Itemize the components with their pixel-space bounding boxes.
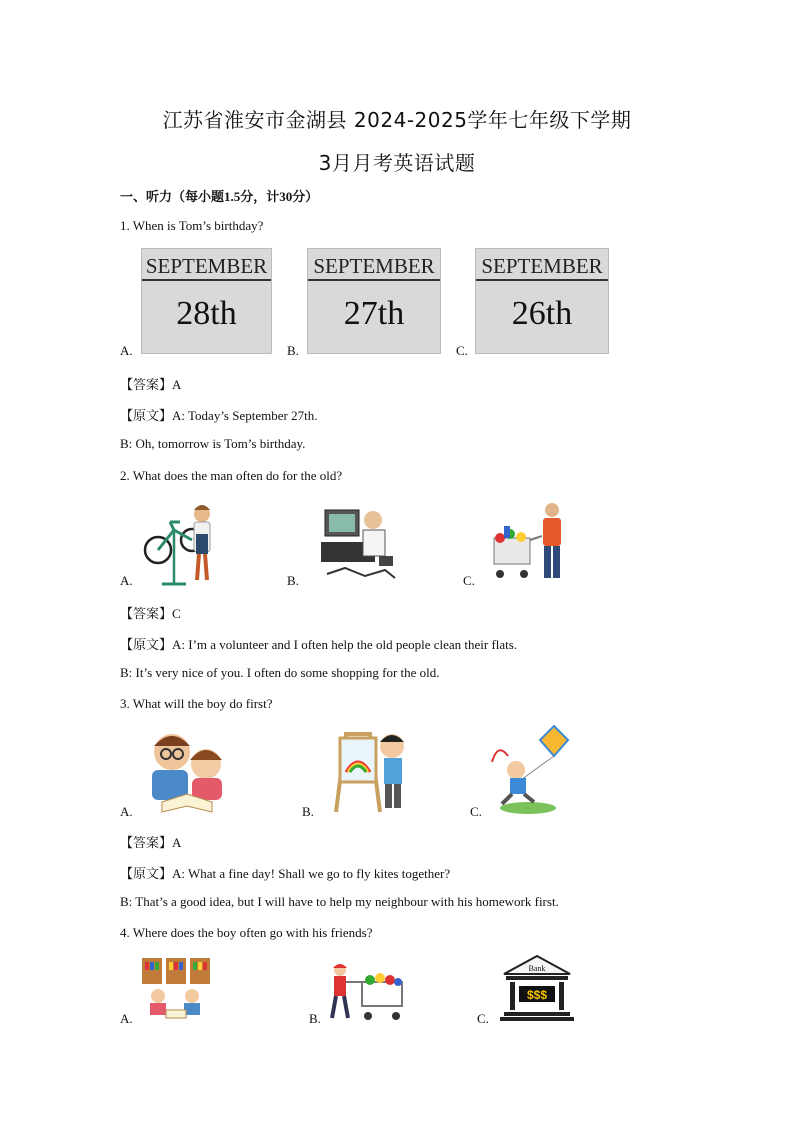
q2-transcript-a: 【原文】A: I’m a volunteer and I often help the old people clean their flats. xyxy=(120,637,518,652)
shopping-cart-icon[interactable] xyxy=(490,500,572,584)
q1-option-c-label[interactable]: C. xyxy=(456,343,468,358)
question-3: 3. What will the boy do first? xyxy=(120,696,273,711)
q2-option-a-label[interactable]: A. xyxy=(120,573,133,588)
q4-option-c-label[interactable]: C. xyxy=(477,1011,489,1026)
section-heading: 一、听力（每小题1.5分，计30分） xyxy=(120,189,319,204)
calendar-day: 28th xyxy=(176,295,237,332)
kite-flying-icon[interactable] xyxy=(488,722,572,816)
q3-option-c-label[interactable]: C. xyxy=(470,804,482,819)
bicycle-repair-icon[interactable] xyxy=(140,500,220,586)
reading-together-icon[interactable] xyxy=(142,724,232,814)
page-title: 江苏省淮安市金湖县 2024-2025学年七年级下学期 xyxy=(162,108,632,132)
q2-answer: 【答案】C xyxy=(120,606,181,621)
q1-option-b-label[interactable]: B. xyxy=(287,343,299,358)
q3-transcript-b: B: That’s a good idea, but I will have to help my neighbour with his homework first. xyxy=(120,894,559,909)
q1-answer: 【答案】A xyxy=(120,377,182,392)
q2-option-c-label[interactable]: C. xyxy=(463,573,475,588)
bank-icon[interactable] xyxy=(500,954,574,1022)
q1-transcript-a: 【原文】A: Today’s September 27th. xyxy=(120,408,318,423)
calendar-month: SEPTEMBER xyxy=(476,249,608,281)
q1-calendar-c[interactable] xyxy=(475,248,609,354)
painting-icon[interactable] xyxy=(326,724,416,814)
supermarket-cart-icon[interactable] xyxy=(328,962,408,1024)
calendar-month: SEPTEMBER xyxy=(142,249,271,281)
library-icon[interactable] xyxy=(140,954,214,1022)
q4-option-b-label[interactable]: B. xyxy=(309,1011,321,1026)
q2-transcript-b: B: It’s very nice of you. I often do some shopping for the old. xyxy=(120,665,440,680)
q4-option-a-label[interactable]: A. xyxy=(120,1011,133,1026)
bank-dollar-sign: $$$ xyxy=(526,988,548,1002)
q3-option-b-label[interactable]: B. xyxy=(302,804,314,819)
q1-option-a-label[interactable]: A. xyxy=(120,343,133,358)
q3-option-a-label[interactable]: A. xyxy=(120,804,133,819)
calendar-month: SEPTEMBER xyxy=(308,249,440,281)
question-2: 2. What does the man often do for the old? xyxy=(120,468,343,483)
computer-repair-icon[interactable] xyxy=(315,498,401,584)
question-4: 4. Where does the boy often go with his friends? xyxy=(120,925,373,940)
q1-calendar-a[interactable] xyxy=(141,248,272,354)
q3-answer: 【答案】A xyxy=(120,835,182,850)
q3-transcript-a: 【原文】A: What a fine day! Shall we go to fly kites together? xyxy=(120,866,451,881)
q2-option-b-label[interactable]: B. xyxy=(287,573,299,588)
q1-transcript-b: B: Oh, tomorrow is Tom’s birthday. xyxy=(120,436,306,451)
calendar-day: 26th xyxy=(511,295,573,332)
bank-sign: Bank xyxy=(528,964,546,973)
calendar-day: 27th xyxy=(343,295,405,332)
question-1: 1. When is Tom’s birthday? xyxy=(120,218,264,233)
q1-calendar-b[interactable] xyxy=(307,248,441,354)
page-subtitle: 3月月考英语试题 xyxy=(318,151,476,175)
